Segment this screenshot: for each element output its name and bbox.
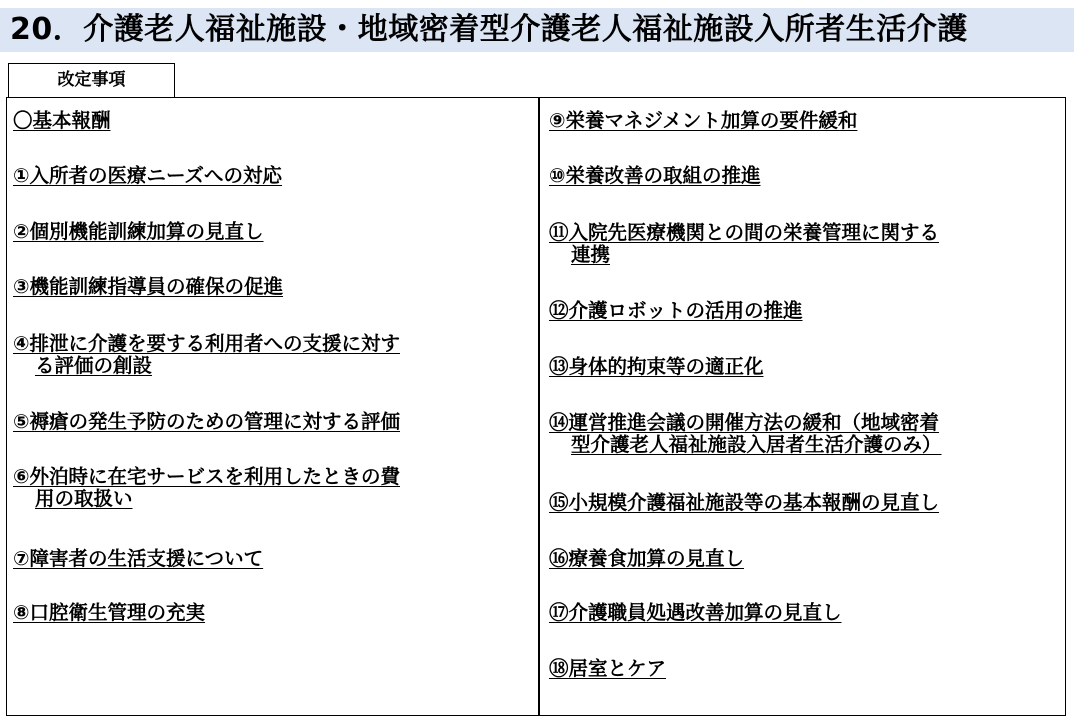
page-title: 20．介護老人福祉施設・地域密着型介護老人福祉施設入所者生活介護 xyxy=(10,12,968,47)
item-14: ⑭運営推進会議の開催方法の緩和（地域密着 型介護老人福祉施設入居者生活介護のみ） xyxy=(549,411,942,456)
item-17: ⑰介護職員処遇改善加算の見直し xyxy=(549,601,842,624)
item-12: ⑫介護ロボットの活用の推進 xyxy=(549,299,803,322)
left-column xyxy=(13,98,533,715)
item-basic-remuneration: 〇基本報酬 xyxy=(13,109,111,132)
item-7: ⑦障害者の生活支援について xyxy=(13,547,264,570)
item-2: ②個別機能訓練加算の見直し xyxy=(13,220,264,243)
item-18: ⑱居室とケア xyxy=(549,657,667,680)
item-9: ⑨栄養マネジメント加算の要件緩和 xyxy=(549,109,858,132)
column-divider xyxy=(538,98,540,715)
item-6: ⑥外泊時に在宅サービスを利用したときの費 用の取扱い xyxy=(13,465,401,510)
revision-items-tab: 改定事項 xyxy=(8,63,175,97)
title-band xyxy=(0,8,1074,52)
item-5: ⑤褥瘡の発生予防のための管理に対する評価 xyxy=(13,410,401,433)
item-11: ⑪入院先医療機関との間の栄養管理に関する 連携 xyxy=(549,221,940,266)
item-8: ⑧口腔衛生管理の充実 xyxy=(13,601,206,624)
revision-items-table xyxy=(6,97,1066,716)
item-4: ④排泄に介護を要する利用者への支援に対す る評価の創設 xyxy=(13,332,401,377)
item-16: ⑯療養食加算の見直し xyxy=(549,547,745,570)
item-15: ⑮小規模介護福祉施設等の基本報酬の見直し xyxy=(549,491,940,514)
item-10: ⑩栄養改善の取組の推進 xyxy=(549,164,761,187)
item-13: ⑬身体的拘束等の適正化 xyxy=(549,355,764,378)
item-1: ①入所者の医療ニーズへの対応 xyxy=(13,164,283,187)
right-column xyxy=(549,98,1061,715)
item-3: ③機能訓練指導員の確保の促進 xyxy=(13,275,284,298)
